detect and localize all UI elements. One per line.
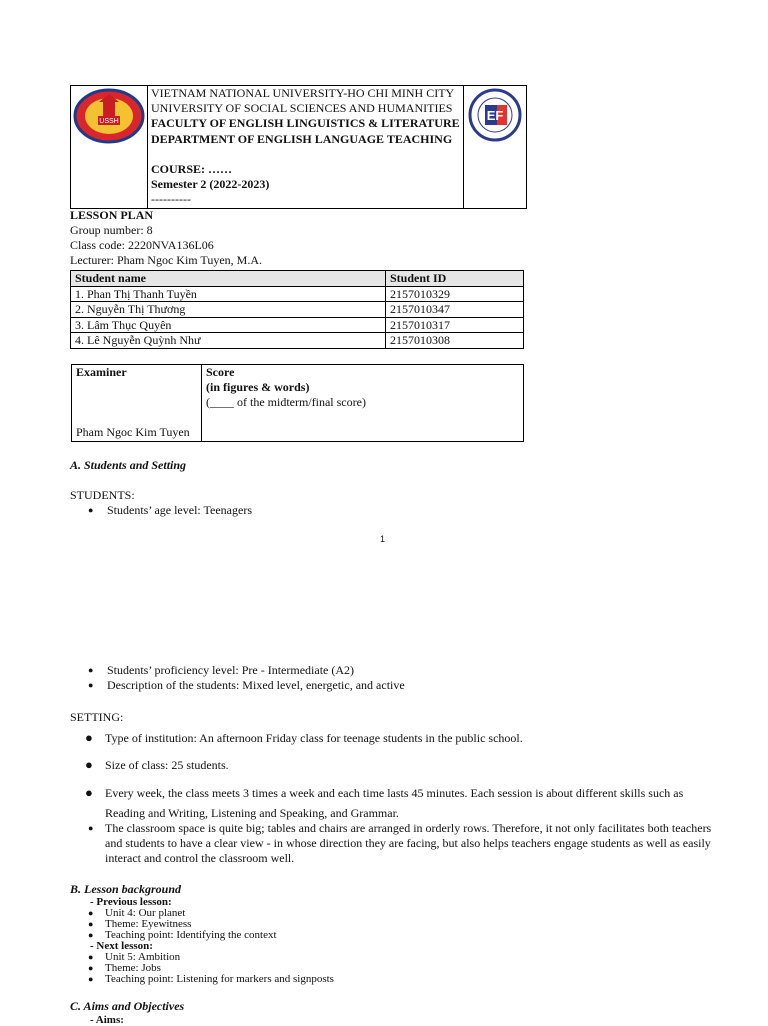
- bullet-icon: ●: [85, 785, 93, 800]
- next-item: Theme: Jobs: [105, 962, 161, 974]
- score-cell: [202, 365, 524, 442]
- student-name-cell: 4. Lê Nguyễn Quỳnh Như: [71, 333, 386, 349]
- bullet-icon: ●: [88, 505, 94, 515]
- list-item: [88, 907, 186, 919]
- list-item: [88, 973, 334, 985]
- age-level: Students’ age level: Teenagers: [107, 503, 252, 517]
- proficiency-level: Students’ proficiency level: Pre - Intermediate (A2): [107, 663, 355, 677]
- section-b-heading: B. Lesson background: [70, 882, 182, 896]
- student-id-header: Student ID: [386, 271, 524, 287]
- student-id-cell: 2157010329: [386, 286, 524, 302]
- lecturer: Lecturer: Pham Ngoc Kim Tuyen, M.A.: [70, 253, 262, 267]
- class-size: Size of class: 25 students.: [105, 758, 229, 772]
- student-id-cell: 2157010347: [386, 302, 524, 318]
- bullet-icon: ●: [85, 757, 93, 772]
- bullet-icon: ●: [88, 919, 94, 929]
- students-table: [70, 270, 524, 349]
- student-id-cell: 2157010317: [386, 317, 524, 333]
- school-name: UNIVERSITY OF SOCIAL SCIENCES AND HUMANITIES: [151, 101, 453, 116]
- section-c-heading: C. Aims and Objectives: [70, 999, 185, 1013]
- bullet-icon: ●: [85, 730, 93, 745]
- left-logo-cell: [71, 86, 148, 209]
- score-note: (____ of the midterm/final score): [206, 395, 366, 409]
- student-name-header: Student name: [71, 271, 386, 287]
- institution-type: Type of institution: An afternoon Friday class for teenage students in the public school.: [105, 731, 523, 745]
- faculty-name: FACULTY OF ENGLISH LINGUISTICS & LITERATURE: [151, 116, 460, 131]
- ussh-logo-text: USSH: [99, 118, 119, 125]
- section-a-heading: A. Students and Setting: [70, 458, 187, 472]
- faculty-logo-text: EF: [486, 108, 504, 123]
- list-item: [88, 821, 712, 836]
- bullet-icon: ●: [88, 680, 94, 690]
- table-row: [71, 333, 524, 349]
- lesson-plan-title: LESSON PLAN: [70, 208, 154, 222]
- page-number: 1: [380, 534, 386, 544]
- previous-item: Unit 4: Our planet: [105, 907, 186, 919]
- student-name-cell: 1. Phan Thị Thanh Tuyền: [71, 286, 386, 302]
- score-label: Score: [206, 365, 235, 379]
- weekly-line-1: Every week, the class meets 3 times a week and each time lasts 45 minutes. Each session is about different skills such as: [105, 786, 684, 800]
- space-line-2: and students to have a clear view - in whose direction they are facing, but also helps teachers engage students as well as easily: [105, 836, 711, 850]
- examiner-label: Examiner: [76, 365, 127, 379]
- table-row: [71, 317, 524, 333]
- list-item: [88, 962, 161, 974]
- dash-line: ----------: [151, 192, 191, 207]
- students-label: STUDENTS:: [70, 488, 135, 502]
- students-description: Description of the students: Mixed level, energetic, and active: [107, 678, 405, 692]
- student-name-cell: 3. Lâm Thục Quyên: [71, 317, 386, 333]
- space-line-1: The classroom space is quite big; tables and chairs are arranged in orderly rows. Therefore, it not only facilitates both teachers: [105, 821, 712, 835]
- next-lesson-label: - Next lesson:: [90, 940, 153, 952]
- list-item: [88, 503, 252, 518]
- table-row: [71, 302, 524, 318]
- setting-label: SETTING:: [70, 710, 124, 724]
- bullet-icon: ●: [88, 952, 94, 962]
- list-item: [88, 663, 355, 678]
- aims-label: - Aims:: [90, 1014, 124, 1026]
- weekly-line-2: Reading and Writing, Listening and Speaking, and Grammar.: [105, 806, 399, 820]
- previous-item: Theme: Eyewitness: [105, 918, 192, 930]
- bullet-icon: ●: [88, 665, 94, 675]
- header-text-cell: [148, 86, 464, 209]
- previous-item: Teaching point: Identifying the context: [105, 929, 277, 941]
- faculty-logo: [464, 86, 526, 146]
- table-row: [71, 286, 524, 302]
- next-item: Unit 5: Ambition: [105, 951, 181, 963]
- space-line-3: interact and control the classroom well.: [105, 851, 295, 865]
- group-number: Group number: 8: [70, 223, 153, 237]
- university-name: VIETNAM NATIONAL UNIVERSITY-HO CHI MINH CITY: [151, 86, 455, 100]
- examiner-table: [71, 364, 524, 442]
- bullet-icon: ●: [88, 908, 94, 918]
- examiner-name: Pham Ngoc Kim Tuyen: [76, 425, 190, 439]
- bullet-icon: ●: [88, 963, 94, 973]
- list-item: [88, 918, 192, 930]
- list-item: [85, 785, 684, 801]
- ussh-logo: [71, 86, 147, 146]
- semester-label: Semester 2 (2022-2023): [151, 177, 270, 192]
- bullet-icon: ●: [88, 974, 94, 984]
- department-name: DEPARTMENT OF ENGLISH LANGUAGE TEACHING: [151, 131, 453, 146]
- previous-lesson-label: - Previous lesson:: [90, 896, 172, 908]
- list-item: [85, 730, 523, 746]
- bullet-icon: ●: [88, 930, 94, 940]
- class-code: Class code: 2220NVA136L06: [70, 238, 214, 252]
- student-name-cell: 2. Nguyễn Thị Thương: [71, 302, 386, 318]
- list-item: [88, 951, 181, 963]
- examiner-cell: [72, 365, 202, 442]
- list-item: [88, 678, 405, 693]
- table-header-row: [71, 271, 524, 287]
- course-label: COURSE: ……: [151, 162, 233, 177]
- list-item: [85, 757, 229, 773]
- student-id-cell: 2157010308: [386, 333, 524, 349]
- list-item: [88, 929, 277, 941]
- bullet-icon: ●: [88, 823, 94, 833]
- next-item: Teaching point: Listening for markers and signposts: [105, 973, 334, 985]
- header-table: [70, 85, 527, 209]
- score-sub: (in figures & words): [206, 380, 310, 394]
- right-logo-cell: [464, 86, 527, 209]
